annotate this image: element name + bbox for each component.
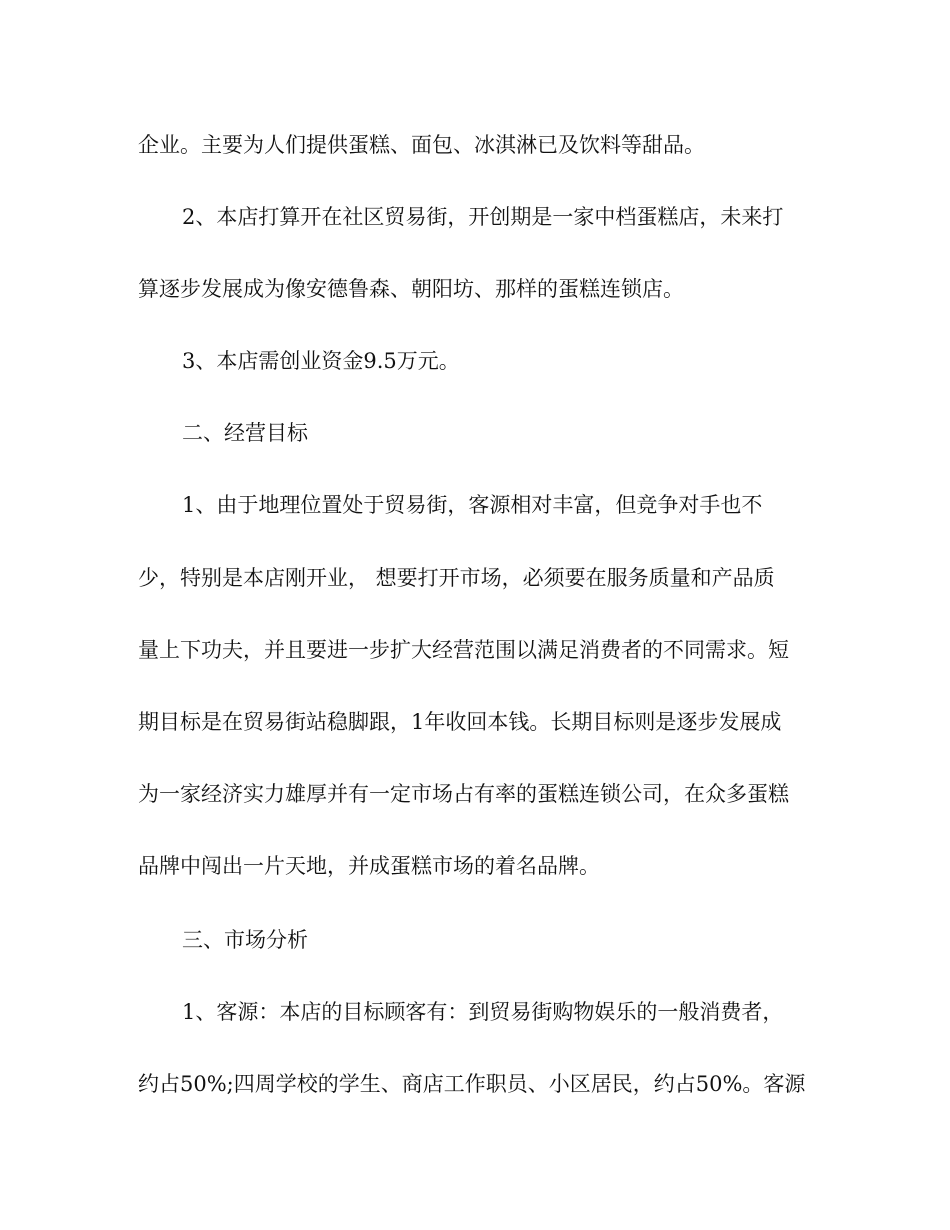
paragraph-line: 量上下功夫，并且要进一步扩大经营范围以满足消费者的不同需求。短 [138, 638, 789, 662]
paragraph-line: 1、客源：本店的目标顾客有：到贸易街购物娱乐的一般消费者， [182, 1000, 784, 1024]
paragraph-line: 品牌中闯出一片天地，并成蛋糕市场的着名品牌。 [138, 854, 600, 878]
paragraph-line: 为一家经济实力雄厚并有一定市场占有率的蛋糕连锁公司，在众多蛋糕 [138, 782, 789, 806]
paragraph-line: 3、本店需创业资金9.5万元。 [182, 349, 460, 373]
paragraph-line: 算逐步发展成为像安德鲁森、朝阳坊、那样的蛋糕连锁店。 [138, 277, 684, 301]
paragraph-line: 1、由于地理位置处于贸易街，客源相对丰富，但竞争对手也不 [182, 493, 763, 517]
paragraph-line: 约占50%;四周学校的学生、商店工作职员、小区居民，约占50%。客源 [138, 1072, 806, 1096]
section-heading: 三、市场分析 [182, 928, 308, 952]
paragraph-line: 期目标是在贸易街站稳脚跟，1年收回本钱。长期目标则是逐步发展成 [138, 710, 782, 734]
paragraph-line: 企业。主要为人们提供蛋糕、面包、冰淇淋已及饮料等甜品。 [138, 133, 705, 157]
paragraph-line: 少，特别是本店刚开业， 想要打开市场，必须要在服务质量和产品质 [138, 566, 775, 590]
paragraph-line: 2、本店打算开在社区贸易街，开创期是一家中档蛋糕店，未来打 [182, 205, 784, 229]
section-heading: 二、经营目标 [182, 421, 308, 445]
